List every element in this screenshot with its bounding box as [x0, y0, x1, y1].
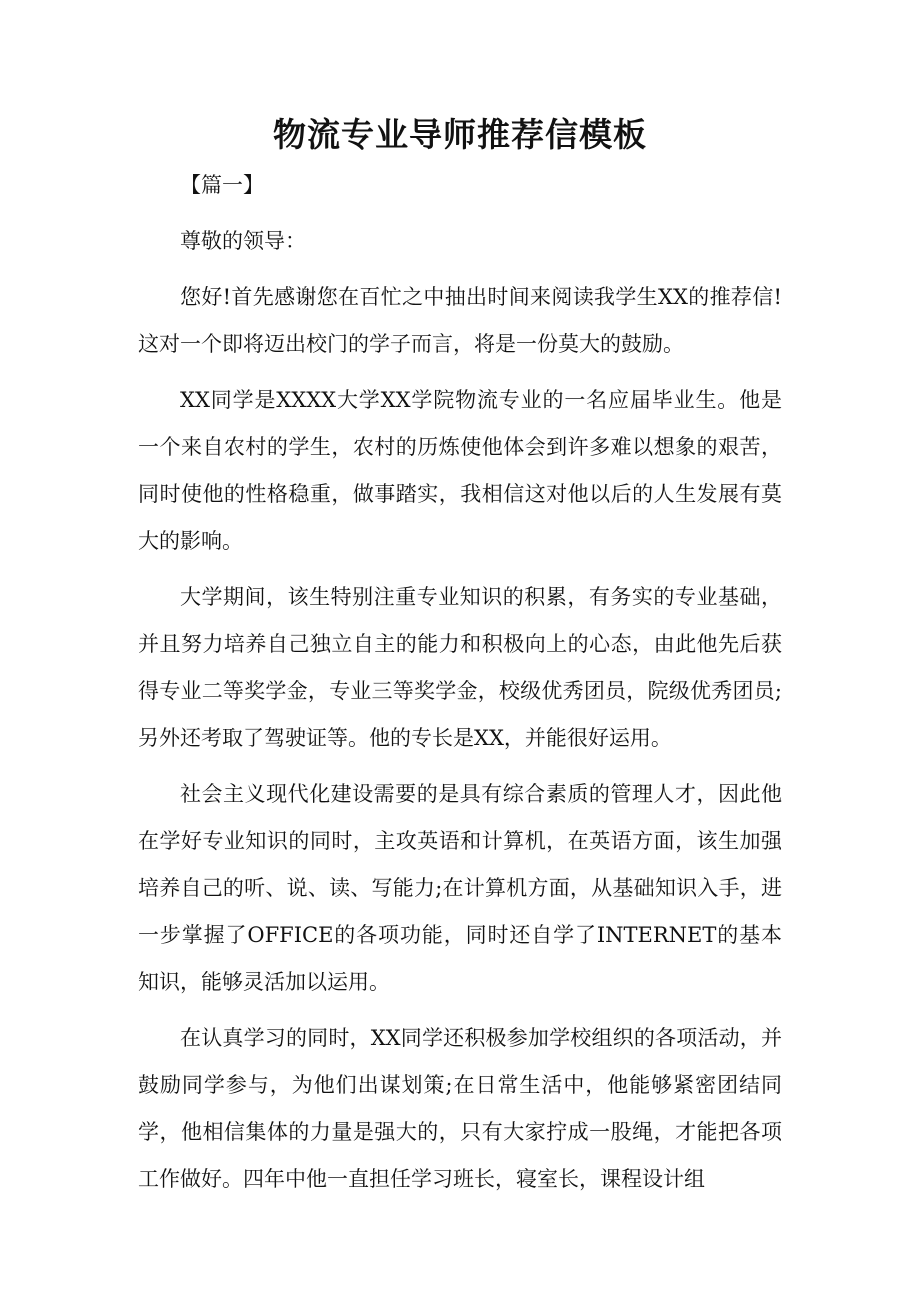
- salutation: 尊敬的领导：: [180, 229, 306, 253]
- paragraph-academics: 大学期间，该生特别注重专业知识的积累，有务实的专业基础，并且努力培养自己独立自主的能力和积极向上的心态，由此他先后获得专业二等奖学金，专业三等奖学金，校级优秀团员，院级优秀团员;另外还考取了驾驶证等。他的专长是XX，并能很好运用。: [138, 585, 782, 750]
- paragraph-greeting: 您好!首先感谢您在百忙之中抽出时间来阅读我学生XX的推荐信!这对一个即将迈出校门的学子而言，将是一份莫大的鼓励。: [138, 285, 782, 356]
- document-title: 物流专业导师推荐信模板: [273, 115, 647, 154]
- section-heading: 【篇一】: [180, 173, 264, 197]
- paragraph-skills: 社会主义现代化建设需要的是具有综合素质的管理人才，因此他在学好专业知识的同时，主攻英语和计算机，在英语方面，该生加强培养自己的听、说、读、写能力;在计算机方面，从基础知识入手，进一步掌握了OFFICE的各项功能，同时还自学了INTERNET的基本知识，能够灵活加以运用。: [138, 782, 782, 994]
- paragraph-activities: 在认真学习的同时，XX同学还积极参加学校组织的各项活动，并鼓励同学参与，为他们出谋划策;在日常生活中，他能够紧密团结同学，他相信集体的力量是强大的，只有大家拧成一股绳，才能把各项工作做好。四年中他一直担任学习班长，寝室长，课程设计组: [138, 1026, 782, 1191]
- paragraph-background: XX同学是XXXX大学XX学院物流专业的一名应届毕业生。他是一个来自农村的学生，农村的历炼使他体会到许多难以想象的艰苦，同时使他的性格稳重，做事踏实，我相信这对他以后的人生发展有莫大的影响。: [138, 388, 782, 553]
- document-body: [138, 162, 782, 1212]
